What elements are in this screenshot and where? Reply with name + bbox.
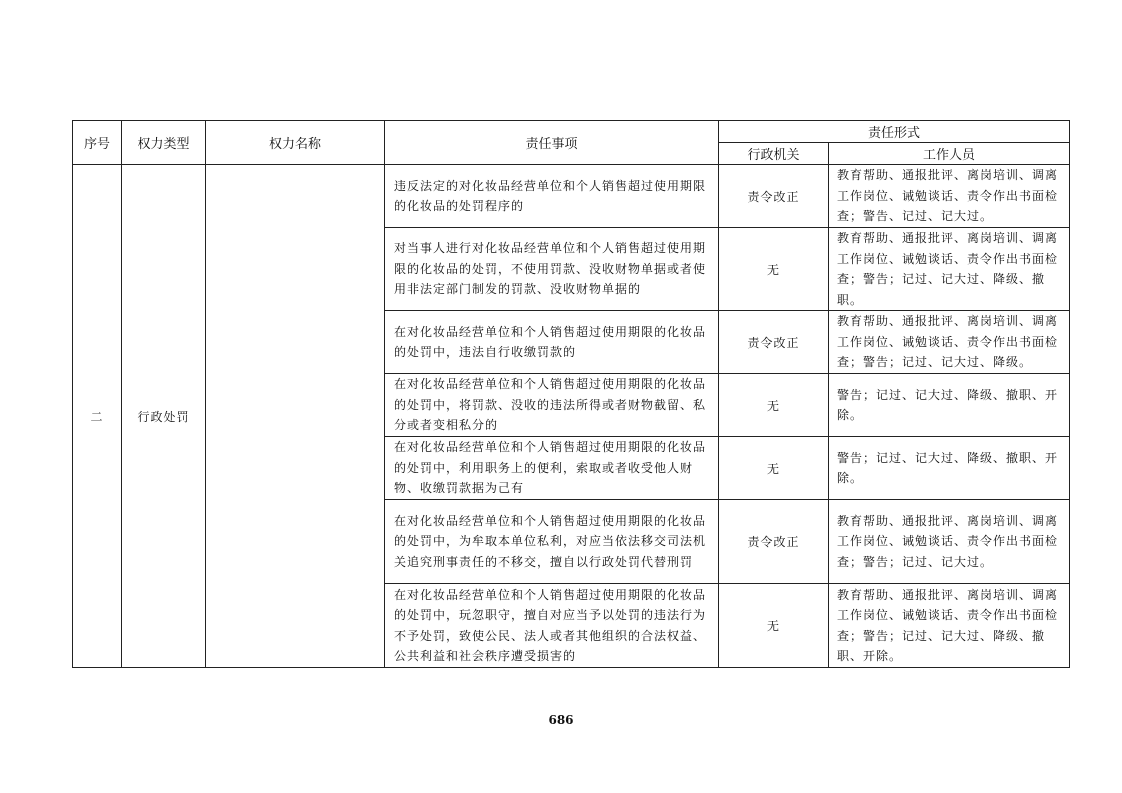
cell-responsibility-matter: 在对化妆品经营单位和个人销售超过使用期限的化妆品的处罚中，利用职务上的便利，索取或者收受他人财物、收缴罚款据为己有 (385, 437, 719, 500)
cell-agency: 责令改正 (719, 165, 829, 228)
cell-staff: 教育帮助、通报批评、离岗培训、调离工作岗位、诫勉谈话、责令作出书面检查；警告；记过、记大过、降级、撤职、开除。 (829, 584, 1070, 668)
cell-agency: 责令改正 (719, 311, 829, 374)
cell-responsibility-matter: 对当事人进行对化妆品经营单位和个人销售超过使用期限的化妆品的处罚，不使用罚款、没收财物单据或者使用非法定部门制发的罚款、没收财物单据的 (385, 228, 719, 311)
cell-agency: 无 (719, 228, 829, 311)
cell-staff: 教育帮助、通报批评、离岗培训、调离工作岗位、诫勉谈话、责令作出书面检查；警告、记过、记大过。 (829, 165, 1070, 228)
responsibility-sheet (72, 120, 1069, 668)
cell-power-name (206, 165, 385, 668)
page-number: 686 (548, 713, 574, 727)
cell-agency: 无 (719, 584, 829, 668)
cell-responsibility-matter: 在对化妆品经营单位和个人销售超过使用期限的化妆品的处罚中，将罚款、没收的违法所得或者财物截留、私分或者变相私分的 (385, 374, 719, 437)
cell-power-type: 行政处罚 (122, 165, 206, 668)
cell-staff: 教育帮助、通报批评、离岗培训、调离工作岗位、诫勉谈话、责令作出书面检查；警告；记过、记大过。 (829, 500, 1070, 584)
cell-responsibility-matter: 在对化妆品经营单位和个人销售超过使用期限的化妆品的处罚中，为牟取本单位私利，对应当依法移交司法机关追究刑事责任的不移交，擅自以行政处罚代替刑罚 (385, 500, 719, 584)
table-body (73, 165, 1070, 668)
cell-responsibility-matter: 在对化妆品经营单位和个人销售超过使用期限的化妆品的处罚中，违法自行收缴罚款的 (385, 311, 719, 374)
table-header (73, 121, 1070, 165)
cell-agency: 无 (719, 437, 829, 500)
header-responsibility-form: 责任形式 (719, 121, 1070, 143)
header-seq: 序号 (73, 121, 122, 165)
header-staff: 工作人员 (829, 143, 1070, 165)
cell-agency: 责令改正 (719, 500, 829, 584)
header-administrative-agency: 行政机关 (719, 143, 829, 165)
header-power-name: 权力名称 (206, 121, 385, 165)
cell-seq: 二 (73, 165, 122, 668)
cell-staff: 警告；记过、记大过、降级、撤职、开除。 (829, 437, 1070, 500)
header-responsibility-matter: 责任事项 (385, 121, 719, 165)
cell-responsibility-matter: 在对化妆品经营单位和个人销售超过使用期限的化妆品的处罚中，玩忽职守，擅自对应当予以处罚的违法行为不予处罚，致使公民、法人或者其他组织的合法权益、公共利益和社会秩序遭受损害的 (385, 584, 719, 668)
cell-responsibility-matter: 违反法定的对化妆品经营单位和个人销售超过使用期限的化妆品的处罚程序的 (385, 165, 719, 228)
responsibility-table (72, 120, 1070, 668)
cell-agency: 无 (719, 374, 829, 437)
cell-staff: 教育帮助、通报批评、离岗培训、调离工作岗位、诫勉谈话、责令作出书面检查；警告；记过、记大过、降级、撤职。 (829, 228, 1070, 311)
cell-staff: 警告；记过、记大过、降级、撤职、开除。 (829, 374, 1070, 437)
cell-staff: 教育帮助、通报批评、离岗培训、调离工作岗位、诫勉谈话、责令作出书面检查；警告；记过、记大过、降级。 (829, 311, 1070, 374)
header-power-type: 权力类型 (122, 121, 206, 165)
table-row (73, 165, 1070, 228)
